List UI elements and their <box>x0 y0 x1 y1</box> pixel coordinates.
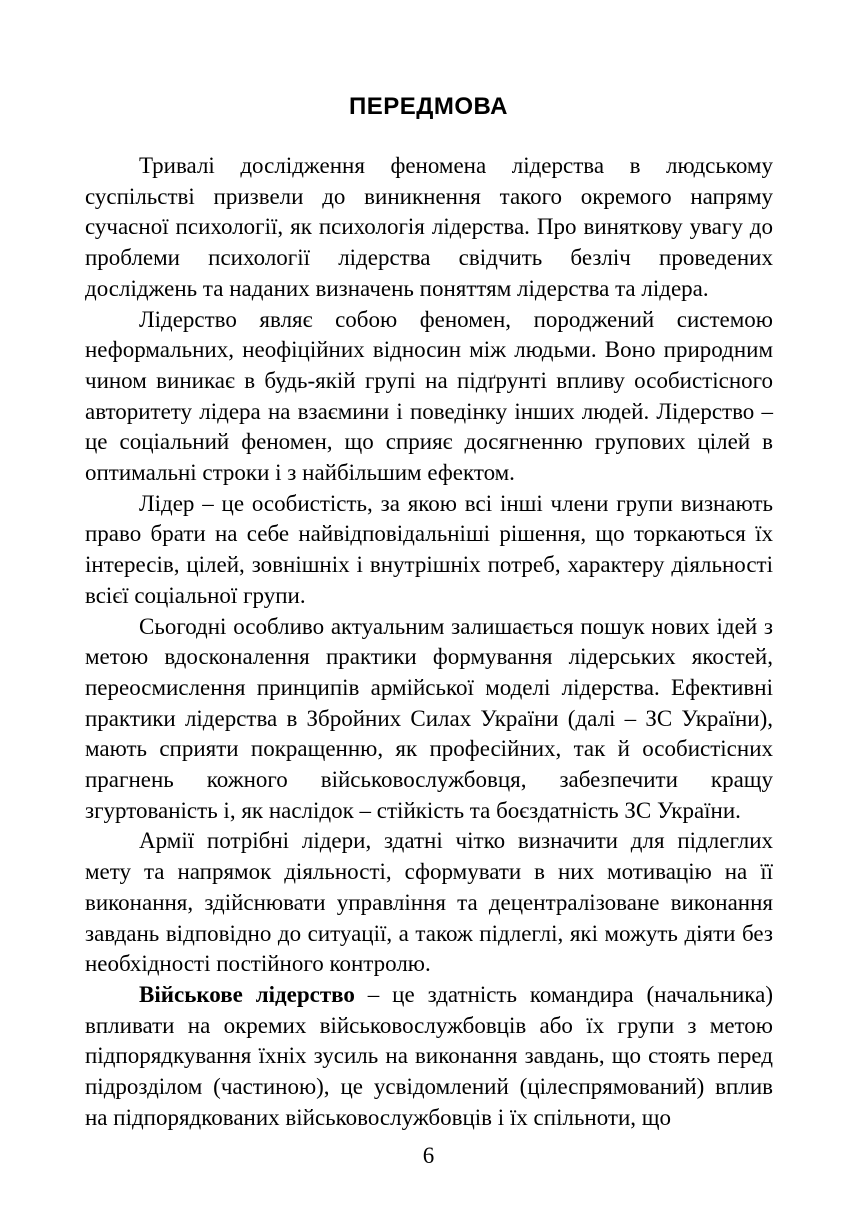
paragraph: Лідер – це особистість, за якою всі інші члени групи визнають право брати на себе найвідповідальніші рішення, що торкаються їх інтересів, цілей, зовнішніх і внутрішніх потреб, характеру діяльності всієї соціальної групи. <box>85 490 773 608</box>
page-number: 6 <box>422 1143 435 1168</box>
paragraph <box>85 980 773 1134</box>
paragraph: Тривалі дослідження феномена лідерства в людському суспільстві призвели до виникнення такого окремого напряму сучасної психології, як психологія лідерства. Про виняткову увагу до проблеми психології лідерства свідчить безліч проведених досліджень та наданих визначень поняттям лідерства та лідера. <box>85 153 773 301</box>
paragraph-text: – це здатність командира (начальника) впливати на окремих військовослужбовців або їх групи з метою підпорядкування їхніх зусиль на виконання завдань, що стоять перед підрозділом (частиною), це усвідомлений (цілеспрямований) вплив на підпорядкованих військовослужбовців і їх спільноти, що <box>85 981 774 1130</box>
paragraph: Лідерство являє собою феномен, породжений системою неформальних, неофіційних відносин між людьми. Воно природним чином виникає в будь-якій групі на підґрунті впливу особистісного авторитету лідера на взаємини і поведінку інших людей. Лідерство – це соціальний феномен, що сприяє досягненню групових цілей в оптимальні строки і з найбільшим ефектом. <box>85 306 773 486</box>
page-title: ПЕРЕДМОВА <box>349 93 508 120</box>
paragraph: Сьогодні особливо актуальним залишається пошук нових ідей з метою вдосконалення практики формування лідерських якостей, переосмислення принципів армійської моделі лідерства. Ефективні практики лідерства в Збройних Силах України (далі – ЗС України), мають сприяти покращенню, як професійних, так й особистісних прагнень кожного військовослужбовця, забезпечити кращу згуртованість і, як наслідок – стійкість та боєздатність ЗС України. <box>85 613 773 823</box>
document-body <box>85 151 773 1134</box>
paragraph: Армії потрібні лідери, здатні чітко визначити для підлеглих мету та напрямок діяльності, сформувати в них мотивацію на її виконання, здійснювати управління та децентралізоване виконання завдань відповідно до ситуації, а також підлеглі, які можуть діяти без необхідності постійного контролю. <box>85 828 773 977</box>
paragraph-lead-bold: Військове лідерство <box>139 981 355 1007</box>
